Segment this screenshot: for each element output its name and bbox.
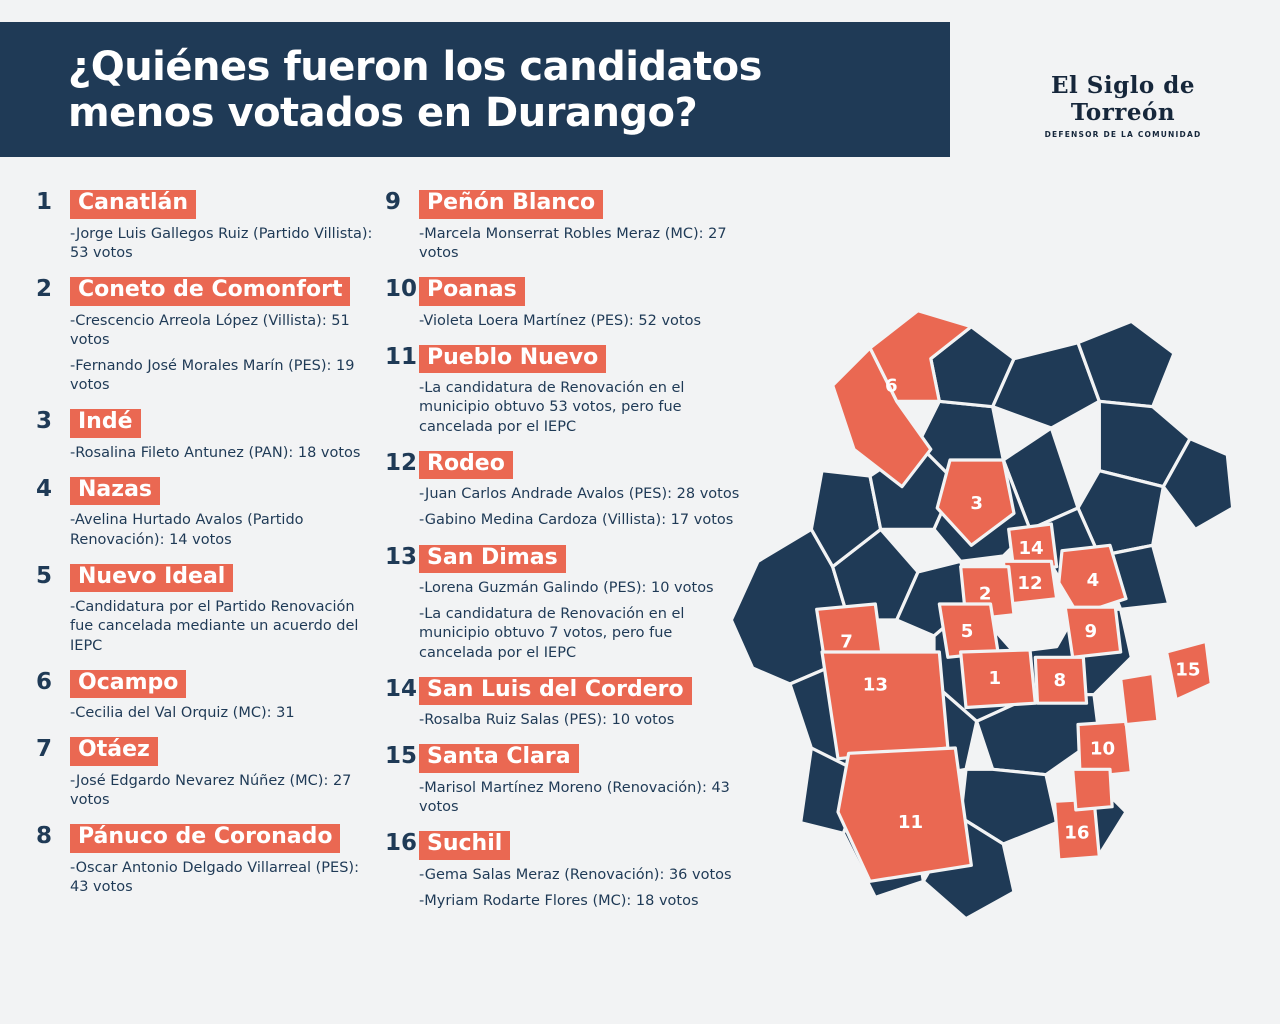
entry-detail-line: -Violeta Loera Martínez (PES): 52 votos — [419, 312, 702, 329]
entry-detail-line: -La candidatura de Renovación en el municipio obtuvo 53 votos, pero fue cancelada por el IEPC — [419, 380, 685, 435]
entry-header — [36, 190, 381, 219]
brand-name: El Siglo de Torreón — [1050, 72, 1195, 126]
entry-header — [36, 409, 381, 438]
entry-number: 4 — [36, 475, 53, 502]
entry-detail-line: -Rosalba Ruiz Salas (PES): 10 votos — [419, 712, 675, 729]
entry-number: 3 — [36, 408, 53, 434]
entry-details — [70, 704, 381, 723]
entry-number: 16 — [385, 830, 418, 857]
entry-municipality: Canatlán — [70, 190, 196, 219]
map-label-12: 12 — [1017, 573, 1043, 595]
entry-municipality: San Dimas — [419, 545, 566, 574]
map-label-15: 15 — [1175, 659, 1201, 681]
entry-details — [70, 225, 381, 263]
durango-map — [640, 300, 1260, 940]
entry-detail-line: -Fernando José Morales Marín (PES): 19 votos — [70, 357, 355, 393]
entry-number: 8 — [36, 823, 53, 850]
list-item — [36, 564, 381, 656]
entry-header — [36, 564, 381, 593]
entry-municipality: Nazas — [70, 477, 160, 506]
entry-number: 1 — [36, 189, 53, 215]
map-label-3: 3 — [970, 493, 983, 515]
entry-municipality: Coneto de Comonfort — [70, 277, 350, 306]
map-region-highlight-bridge2 — [1121, 673, 1158, 724]
map-region-highlight-13 — [822, 652, 948, 759]
list-item — [36, 670, 381, 724]
entry-detail-line: -Rosalina Fileto Antunez (PAN): 18 votos — [70, 444, 361, 461]
list-item — [36, 477, 381, 550]
entry-detail-line: -Marisol Martínez Moreno (Renovación): 43 votos — [419, 780, 730, 816]
map-label-13: 13 — [862, 674, 888, 696]
entry-municipality: Otáez — [70, 737, 158, 766]
entry-details — [70, 859, 381, 897]
entry-detail-line: -Cecilia del Val Orquiz (MC): 31 — [70, 705, 295, 722]
entry-number: 11 — [385, 343, 418, 370]
entries-column-left — [36, 190, 381, 911]
entry-details — [70, 598, 381, 655]
entry-detail-line: -Jorge Luis Gallegos Ruiz (Partido Villista): 53 votos — [70, 225, 373, 261]
entry-municipality: Pánuco de Coronado — [70, 824, 340, 853]
entry-number: 9 — [385, 189, 402, 215]
entry-municipality: Indé — [70, 409, 141, 438]
map-label-9: 9 — [1084, 621, 1098, 643]
entry-detail-line: -José Edgardo Nevarez Núñez (MC): 27 votos — [70, 773, 352, 809]
entry-number: 12 — [385, 449, 418, 476]
entry-details — [70, 511, 381, 549]
entry-number: 15 — [385, 743, 418, 770]
entry-municipality: Nuevo Ideal — [70, 564, 233, 593]
entry-detail-line: -Gema Salas Meraz (Renovación): 36 votos — [419, 866, 732, 883]
list-item — [36, 190, 381, 263]
entry-detail-line: -Juan Carlos Andrade Avalos (PES): 28 votos — [419, 486, 740, 503]
entry-number: 6 — [36, 668, 53, 695]
entry-municipality: Ocampo — [70, 670, 186, 699]
list-item — [36, 824, 381, 897]
page-title-line-1: ¿Quiénes fueron los candidatos — [68, 43, 762, 90]
entry-municipality: Rodeo — [419, 451, 513, 480]
entry-detail-line: -Crescencio Arreola López (Villista): 51 votos — [70, 312, 350, 348]
entry-details — [70, 772, 381, 810]
entry-municipality: Pueblo Nuevo — [419, 345, 606, 374]
entry-number: 14 — [385, 675, 418, 702]
entry-number: 13 — [385, 543, 418, 570]
entry-header — [36, 670, 381, 699]
page-title-line-2: menos votados en Durango? — [68, 89, 698, 136]
page-title — [0, 44, 762, 136]
map-label-7: 7 — [840, 631, 853, 653]
header-bar — [0, 22, 950, 157]
map-label-14: 14 — [1018, 537, 1044, 559]
entry-detail-line: -Lorena Guzmán Galindo (PES): 10 votos — [419, 580, 714, 597]
map-label-16: 16 — [1064, 822, 1090, 844]
entry-details — [419, 225, 750, 263]
list-item — [385, 190, 750, 263]
map-label-6: 6 — [885, 375, 898, 397]
map-label-4: 4 — [1086, 569, 1100, 591]
brand-tagline: DEFENSOR DE LA COMUNIDAD — [1044, 130, 1202, 139]
map-label-2: 2 — [978, 583, 992, 605]
entry-municipality: Suchil — [419, 831, 510, 860]
brand-logo — [1008, 72, 1238, 139]
map-label-11: 11 — [897, 812, 924, 833]
entry-number: 5 — [36, 562, 53, 589]
map-region-highlight-bridge — [1073, 769, 1112, 810]
map-label-8: 8 — [1053, 670, 1067, 692]
entry-detail-line: -Oscar Antonio Delgado Villarreal (PES): 43 votos — [70, 859, 359, 895]
map-label-5: 5 — [960, 621, 974, 643]
entry-header — [36, 277, 381, 306]
entry-municipality: Santa Clara — [419, 744, 579, 773]
map-svg — [640, 300, 1260, 940]
entry-header — [36, 477, 381, 506]
entry-detail-line: -Avelina Hurtado Avalos (Partido Renovación): 14 votos — [70, 512, 304, 548]
list-item — [36, 409, 381, 463]
entry-municipality: Peñón Blanco — [419, 190, 603, 219]
entry-municipality: San Luis del Cordero — [419, 677, 692, 706]
entry-number: 2 — [36, 275, 53, 302]
entry-number: 10 — [385, 275, 418, 302]
entry-detail-line: -Candidatura por el Partido Renovación fue cancelada mediante un acuerdo del IEPC — [70, 599, 359, 654]
entry-detail-line: -La candidatura de Renovación en el municipio obtuvo 7 votos, pero fue cancelada por el IEPC — [419, 606, 685, 661]
map-label-10: 10 — [1089, 738, 1116, 760]
entry-number: 7 — [36, 736, 53, 763]
list-item — [36, 277, 381, 395]
entry-details — [70, 444, 381, 463]
list-item — [36, 737, 381, 810]
entry-detail-line: -Myriam Rodarte Flores (MC): 18 votos — [419, 893, 699, 909]
entry-municipality: Poanas — [419, 277, 525, 306]
entry-detail-line: -Marcela Monserrat Robles Meraz (MC): 27 votos — [419, 225, 727, 261]
entry-details — [70, 312, 381, 396]
entry-header — [36, 737, 381, 766]
entry-detail-line: -Gabino Medina Cardoza (Villista): 17 votos — [419, 512, 734, 529]
map-label-1: 1 — [988, 668, 1002, 689]
entry-header — [385, 190, 750, 219]
entry-header — [36, 824, 381, 853]
